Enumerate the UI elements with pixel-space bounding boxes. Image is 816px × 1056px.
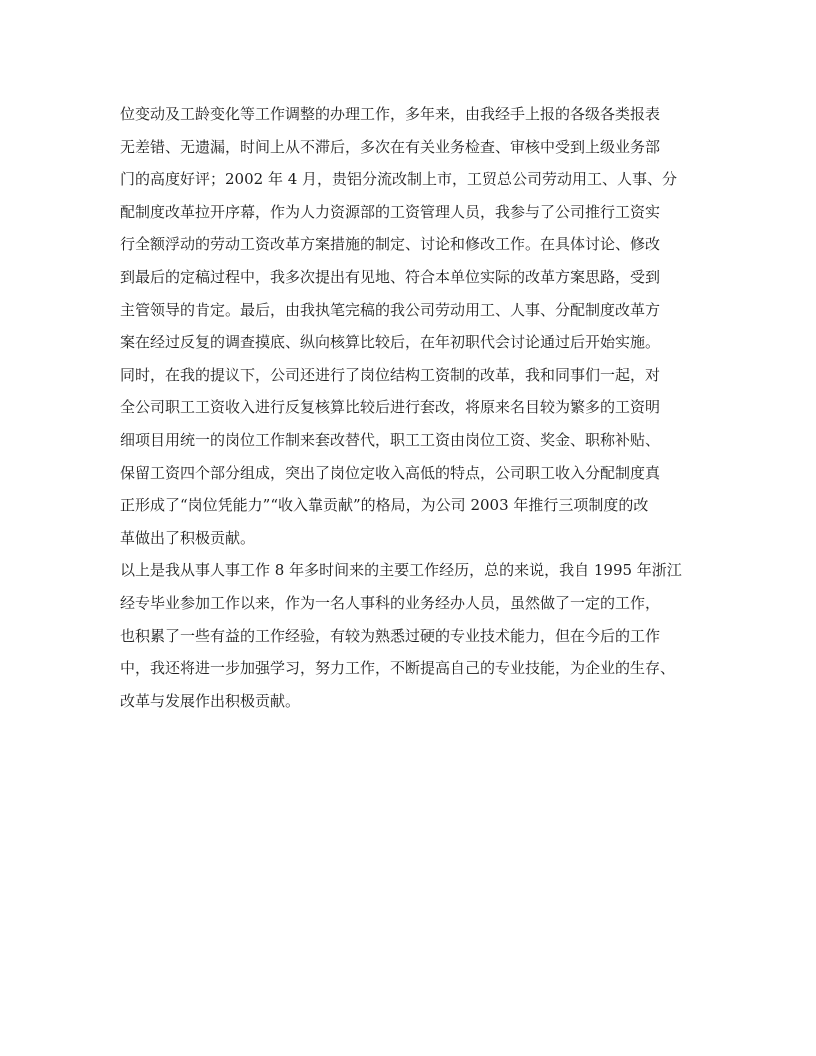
text-line: 位变动及工龄变化等工作调整的办理工作，多年来，由我经手上报的各级各类报表 — [120, 105, 661, 123]
text-line: 主管领导的肯定。最后，由我执笔完稿的我公司劳动用工、人事、分配制度改革方 — [120, 300, 661, 319]
text-line: 到最后的定稿过程中，我多次提出有见地、符合本单位实际的改革方案思路，受到 — [120, 267, 661, 286]
text-line: 革做出了积极贡献。 — [120, 528, 256, 547]
text-line: 改革与发展作出积极贡献。 — [120, 691, 301, 710]
text-line: 同时，在我的提议下，公司还进行了岗位结构工资制的改革，我和同事们一起，对 — [120, 365, 661, 384]
text-line: 行全额浮动的劳动工资改革方案措施的制定、讨论和修改工作。在具体讨论、修改 — [120, 235, 661, 254]
text-line: 全公司职工工资收入进行反复核算比较后进行套改，将原来名目较为繁多的工资明 — [120, 398, 661, 417]
text-line: 以上是我从事人事工作 8 年多时间来的主要工作经历，总的来说，我自 1995 年浙江 — [120, 561, 682, 580]
text-line: 保留工资四个部分组成，突出了岗位定收入高低的特点，公司职工收入分配制度真 — [120, 463, 661, 482]
text-line: 经专毕业参加工作以来，作为一名人事科的业务经办人员，虽然做了一定的工作， — [120, 593, 661, 612]
text-line: 正形成了“岗位凭能力”“收入靠贡献”的格局，为公司 2003 年推行三项制度的改 — [120, 496, 649, 515]
text-line: 中，我还将进一步加强学习，努力工作，不断提高自己的专业技能，为企业的生存、 — [120, 659, 676, 678]
text-line: 配制度改革拉开序幕，作为人力资源部的工资管理人员，我参与了公司推行工资实 — [120, 202, 661, 221]
text-line: 也积累了一些有益的工作经验，有较为熟悉过硬的专业技术能力，但在今后的工作 — [120, 626, 661, 645]
text-line: 门的高度好评；2002 年 4 月，贵铝分流改制上市，工贸总公司劳动用工、人事、分 — [120, 170, 678, 189]
text-line: 案在经过反复的调查摸底、纵向核算比较后，在年初职代会讨论通过后开始实施。 — [120, 333, 661, 352]
text-line: 细项目用统一的岗位工作制来套改替代，职工工资由岗位工资、奖金、职称补贴、 — [120, 430, 661, 449]
body-text — [120, 98, 700, 717]
text-line: 无差错、无遗漏，时间上从不滞后，多次在有关业务检查、审核中受到上级业务部 — [120, 137, 661, 156]
